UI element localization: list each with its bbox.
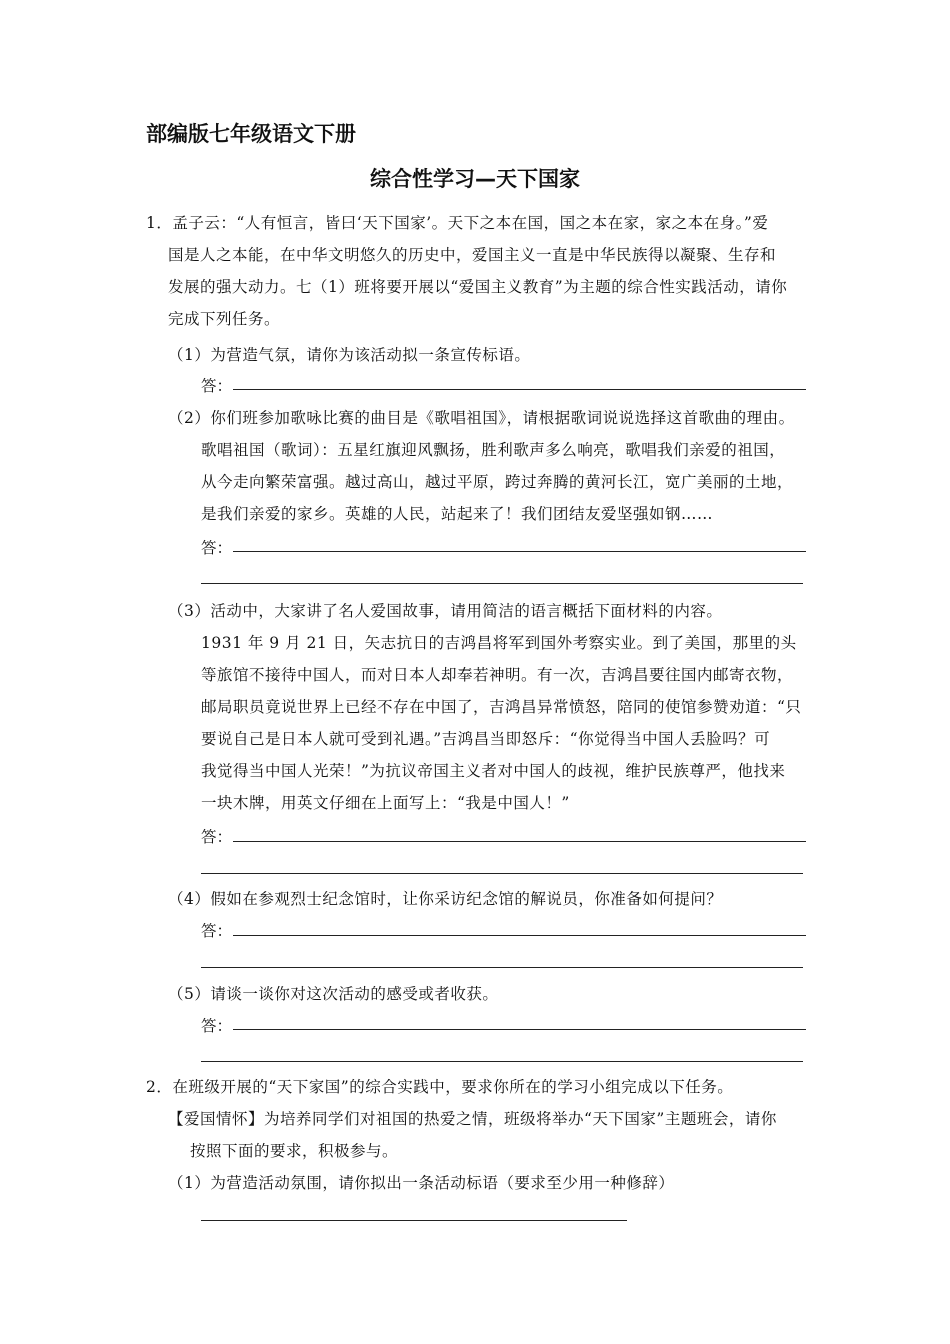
- q1-sub5-prompt: （5）请谈一谈你对这次活动的感受或者收获。: [168, 985, 499, 1003]
- story-line: 等旅馆不接待中国人，而对日本人却奉若神明。有一次，吉鸿昌要往国内邮寄衣物，: [201, 666, 794, 684]
- answer-line[interactable]: [201, 1220, 627, 1221]
- series-heading: 部编版七年级语文下册: [146, 122, 356, 146]
- answer-line[interactable]: [201, 873, 803, 874]
- lyrics-line: 是我们亲爱的家乡。英雄的人民，站起来了！我们团结友爱坚强如钢……: [201, 505, 714, 523]
- q2-section-line: 按照下面的要求，积极参与。: [190, 1142, 399, 1160]
- q1-stem-line: 1．孟子云：“人有恒言，皆曰‘天下国家’。天下之本在国，国之本在家，家之本在身。”爱: [146, 214, 769, 232]
- answer-label: 答：: [201, 922, 233, 940]
- answer-line[interactable]: [233, 1029, 806, 1030]
- story-line: 邮局职员竟说世界上已经不存在中国了，吉鸿昌异常愤怒，陪同的使馆参赞劝道：“只: [201, 698, 802, 716]
- answer-line[interactable]: [201, 967, 803, 968]
- q2-sub1-prompt: （1）为营造活动氛围，请你拟出一条活动标语（要求至少用一种修辞）: [168, 1174, 675, 1192]
- answer-label: 答：: [201, 377, 233, 395]
- answer-line[interactable]: [233, 389, 806, 390]
- lyrics-line: 从今走向繁荣富强。越过高山，越过平原，跨过奔腾的黄河长江，宽广美丽的土地，: [201, 473, 794, 491]
- answer-line[interactable]: [201, 583, 803, 584]
- q1-sub3-prompt: （3）活动中，大家讲了名人爱国故事，请用简洁的语言概括下面材料的内容。: [168, 602, 723, 620]
- answer-line[interactable]: [233, 551, 806, 552]
- q1-stem-line: 完成下列任务。: [168, 310, 281, 328]
- q1-stem-line: 国是人之本能，在中华文明悠久的历史中，爱国主义一直是中华民族得以凝聚、生存和: [168, 246, 777, 264]
- page-title: 综合性学习—天下国家: [370, 167, 580, 191]
- q1-sub1-prompt: （1）为营造气氛，请你为该活动拟一条宣传标语。: [168, 346, 531, 364]
- answer-line[interactable]: [233, 935, 806, 936]
- story-line: 1931 年 9 月 21 日，矢志抗日的吉鸿昌将军到国外考察实业。到了美国，那里的头: [201, 634, 797, 652]
- q1-stem-line: 发展的强大动力。七（1）班将要开展以“爱国主义教育”为主题的综合性实践活动，请你: [168, 278, 788, 296]
- q2-stem: 2．在班级开展的“天下家国”的综合实践中，要求你所在的学习小组完成以下任务。: [146, 1078, 734, 1096]
- lyrics-line: 歌唱祖国（歌词）：五星红旗迎风飘扬，胜利歌声多么响亮，歌唱我们亲爱的祖国，: [201, 441, 786, 459]
- story-line: 一块木牌，用英文仔细在上面写上：“我是中国人！”: [201, 794, 570, 812]
- answer-line[interactable]: [201, 1061, 803, 1062]
- answer-label: 答：: [201, 828, 233, 846]
- story-line: 要说自己是日本人就可受到礼遇。”吉鸿昌当即怒斥：“你觉得当中国人丢脸吗？可: [201, 730, 771, 748]
- answer-label: 答：: [201, 1017, 233, 1035]
- q2-section-line: 【爱国情怀】为培养同学们对祖国的热爱之情，班级将举办“天下国家”主题班会，请你: [168, 1110, 777, 1128]
- story-line: 我觉得当中国人光荣！”为抗议帝国主义者对中国人的歧视，维护民族尊严，他找来: [201, 762, 786, 780]
- q1-sub2-prompt: （2）你们班参加歌咏比赛的曲目是《歌唱祖国》，请根据歌词说说选择这首歌曲的理由。: [168, 409, 795, 427]
- answer-label: 答：: [201, 539, 233, 557]
- q1-sub4-prompt: （4）假如在参观烈士纪念馆时，让你采访纪念馆的解说员，你准备如何提问？: [168, 890, 723, 908]
- answer-line[interactable]: [233, 841, 806, 842]
